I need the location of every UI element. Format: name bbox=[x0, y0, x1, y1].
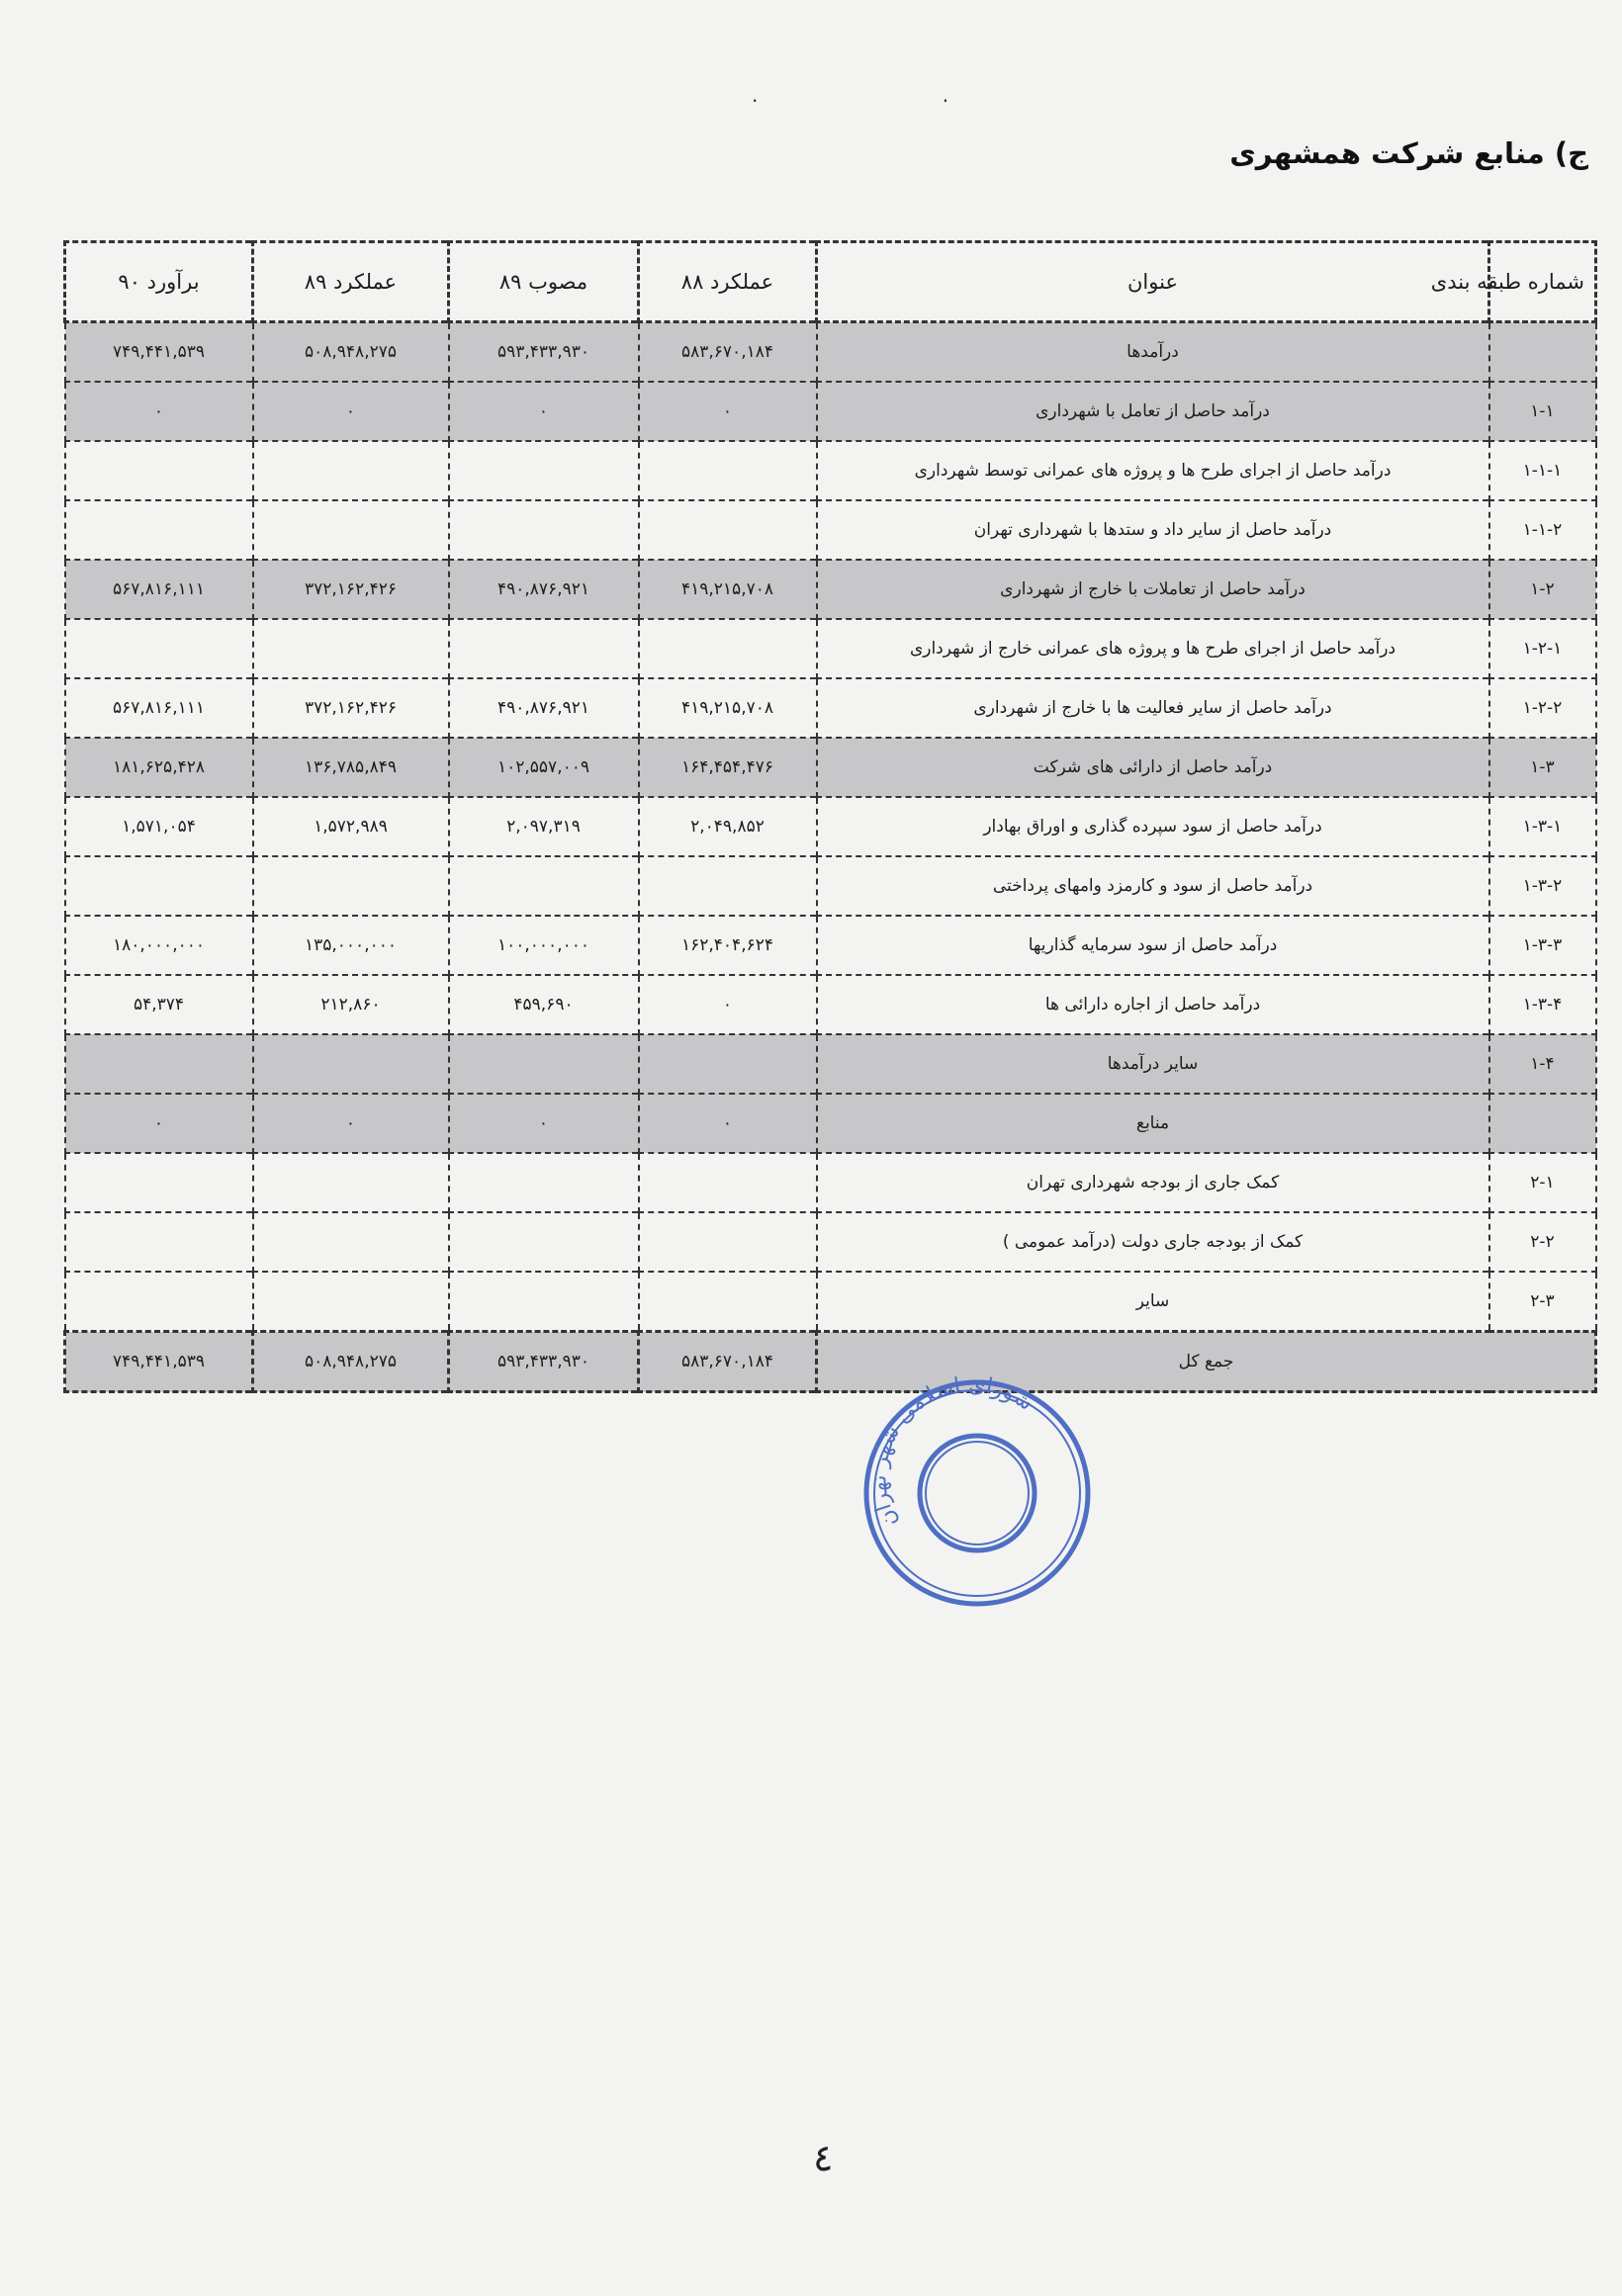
cell-total-perf88: ۵۸۳,۶۷۰,۱۸۴ bbox=[639, 1332, 817, 1392]
cell-perf89 bbox=[253, 619, 449, 678]
cell-perf89: ۲۱۲,۸۶۰ bbox=[253, 975, 449, 1034]
cell-approved89: ۴۹۰,۸۷۶,۹۲۱ bbox=[449, 560, 639, 619]
stamp-text: شورای اسلامی شهر تهران bbox=[866, 1374, 1037, 1532]
cell-estimate90: ۵۶۷,۸۱۶,۱۱۱ bbox=[65, 560, 253, 619]
cell-approved89 bbox=[449, 1153, 639, 1212]
cell-code: ۱-۳-۱ bbox=[1489, 797, 1596, 856]
cell-code: ۱-۲-۱ bbox=[1489, 619, 1596, 678]
cell-estimate90: ۰ bbox=[65, 1094, 253, 1153]
cell-estimate90 bbox=[65, 619, 253, 678]
cell-perf89: ۱,۵۷۲,۹۸۹ bbox=[253, 797, 449, 856]
table-row bbox=[65, 1094, 1596, 1153]
cell-approved89: ۰ bbox=[449, 1094, 639, 1153]
table-row bbox=[65, 1272, 1596, 1332]
total-row bbox=[65, 1332, 1596, 1392]
cell-perf88 bbox=[639, 856, 817, 916]
cell-approved89 bbox=[449, 619, 639, 678]
cell-total-perf89: ۵۰۸,۹۴۸,۲۷۵ bbox=[253, 1332, 449, 1392]
cell-estimate90: ۵۴,۳۷۴ bbox=[65, 975, 253, 1034]
col-header-perf89: عملکرد ۸۹ bbox=[253, 242, 449, 322]
cell-perf88: ۱۶۴,۴۵۴,۴۷۶ bbox=[639, 738, 817, 797]
cell-title: درآمد حاصل از اجرای طرح ها و پروژه های عمرانی توسط شهرداری bbox=[817, 441, 1489, 500]
cell-title: درآمد حاصل از سود سرمایه گذاریها bbox=[817, 916, 1489, 975]
cell-perf88: ۰ bbox=[639, 382, 817, 441]
cell-code: ۱-۱-۲ bbox=[1489, 500, 1596, 560]
cell-code: ۱-۲ bbox=[1489, 560, 1596, 619]
cell-perf88 bbox=[639, 500, 817, 560]
budget-table bbox=[63, 240, 1597, 1393]
table-row bbox=[65, 500, 1596, 560]
cell-code bbox=[1489, 322, 1596, 383]
cell-perf89: ۰ bbox=[253, 382, 449, 441]
cell-perf89: ۳۷۲,۱۶۲,۴۲۶ bbox=[253, 560, 449, 619]
cell-perf88: ۰ bbox=[639, 975, 817, 1034]
cell-perf88: ۰ bbox=[639, 1094, 817, 1153]
cell-estimate90: ۱۸۱,۶۲۵,۴۲۸ bbox=[65, 738, 253, 797]
cell-code: ۱-۳-۲ bbox=[1489, 856, 1596, 916]
cell-perf88 bbox=[639, 1272, 817, 1332]
cell-approved89: ۰ bbox=[449, 382, 639, 441]
table-row bbox=[65, 441, 1596, 500]
table-row bbox=[65, 975, 1596, 1034]
cell-estimate90 bbox=[65, 1272, 253, 1332]
cell-code: ۱-۱-۱ bbox=[1489, 441, 1596, 500]
section-title: ج) منابع شرکت همشهری bbox=[1229, 136, 1588, 170]
cell-title: منابع bbox=[817, 1094, 1489, 1153]
cell-title: درآمد حاصل از اجرای طرح ها و پروژه های عمرانی خارج از شهرداری bbox=[817, 619, 1489, 678]
cell-perf89 bbox=[253, 1153, 449, 1212]
table-row bbox=[65, 797, 1596, 856]
cell-total-title: جمع کل bbox=[817, 1332, 1596, 1392]
cell-perf88 bbox=[639, 1034, 817, 1094]
cell-estimate90 bbox=[65, 441, 253, 500]
table-row bbox=[65, 619, 1596, 678]
cell-estimate90 bbox=[65, 1212, 253, 1272]
table-row bbox=[65, 856, 1596, 916]
cell-title: سایر bbox=[817, 1272, 1489, 1332]
page-number: ٤ bbox=[813, 2136, 834, 2179]
cell-title: درآمد حاصل از تعاملات با خارج از شهرداری bbox=[817, 560, 1489, 619]
cell-approved89: ۲,۰۹۷,۳۱۹ bbox=[449, 797, 639, 856]
cell-code: ۲-۳ bbox=[1489, 1272, 1596, 1332]
top-dots: . . bbox=[752, 83, 1038, 107]
cell-perf89 bbox=[253, 1272, 449, 1332]
cell-approved89 bbox=[449, 441, 639, 500]
cell-approved89 bbox=[449, 1212, 639, 1272]
table-row bbox=[65, 560, 1596, 619]
cell-code: ۱-۳-۴ bbox=[1489, 975, 1596, 1034]
cell-title: کمک از بودجه جاری دولت (درآمد عمومی ) bbox=[817, 1212, 1489, 1272]
cell-perf89 bbox=[253, 441, 449, 500]
cell-title: درآمد حاصل از دارائی های شرکت bbox=[817, 738, 1489, 797]
cell-approved89 bbox=[449, 856, 639, 916]
cell-perf89 bbox=[253, 1034, 449, 1094]
cell-estimate90 bbox=[65, 1153, 253, 1212]
cell-approved89 bbox=[449, 1272, 639, 1332]
table-row bbox=[65, 738, 1596, 797]
table-row bbox=[65, 382, 1596, 441]
cell-code: ۱-۱ bbox=[1489, 382, 1596, 441]
table-row bbox=[65, 322, 1596, 383]
cell-code: ۱-۳-۳ bbox=[1489, 916, 1596, 975]
cell-perf88: ۱۶۲,۴۰۴,۶۲۴ bbox=[639, 916, 817, 975]
cell-total-approved89: ۵۹۳,۴۳۳,۹۳۰ bbox=[449, 1332, 639, 1392]
cell-code: ۲-۲ bbox=[1489, 1212, 1596, 1272]
cell-approved89 bbox=[449, 500, 639, 560]
cell-perf88 bbox=[639, 619, 817, 678]
table-row bbox=[65, 1212, 1596, 1272]
cell-perf89: ۰ bbox=[253, 1094, 449, 1153]
cell-perf88: ۲,۰۴۹,۸۵۲ bbox=[639, 797, 817, 856]
cell-code: ۱-۳ bbox=[1489, 738, 1596, 797]
cell-approved89: ۴۹۰,۸۷۶,۹۲۱ bbox=[449, 678, 639, 738]
cell-perf89: ۱۳۶,۷۸۵,۸۴۹ bbox=[253, 738, 449, 797]
cell-title: سایر درآمدها bbox=[817, 1034, 1489, 1094]
cell-code: ۱-۲-۲ bbox=[1489, 678, 1596, 738]
cell-estimate90: ۷۴۹,۴۴۱,۵۳۹ bbox=[65, 322, 253, 383]
cell-title: درآمد حاصل از سایر فعالیت ها با خارج از شهرداری bbox=[817, 678, 1489, 738]
council-stamp bbox=[858, 1374, 1096, 1612]
cell-perf89 bbox=[253, 500, 449, 560]
cell-estimate90: ۰ bbox=[65, 382, 253, 441]
table-row bbox=[65, 1153, 1596, 1212]
cell-perf89 bbox=[253, 1212, 449, 1272]
cell-perf89: ۱۳۵,۰۰۰,۰۰۰ bbox=[253, 916, 449, 975]
cell-title: درآمد حاصل از سود و کارمزد وامهای پرداختی bbox=[817, 856, 1489, 916]
col-header-code: شماره طبقه بندی bbox=[1489, 242, 1596, 322]
cell-approved89: ۱۰۰,۰۰۰,۰۰۰ bbox=[449, 916, 639, 975]
table-header-row bbox=[65, 242, 1596, 322]
cell-title: درآمد حاصل از اجاره دارائی ها bbox=[817, 975, 1489, 1034]
col-header-approved89: مصوب ۸۹ bbox=[449, 242, 639, 322]
cell-code bbox=[1489, 1094, 1596, 1153]
cell-estimate90: ۱۸۰,۰۰۰,۰۰۰ bbox=[65, 916, 253, 975]
cell-perf88 bbox=[639, 1153, 817, 1212]
cell-approved89: ۵۹۳,۴۳۳,۹۳۰ bbox=[449, 322, 639, 383]
cell-estimate90 bbox=[65, 1034, 253, 1094]
cell-estimate90: ۵۶۷,۸۱۶,۱۱۱ bbox=[65, 678, 253, 738]
table-row bbox=[65, 678, 1596, 738]
cell-perf88: ۴۱۹,۲۱۵,۷۰۸ bbox=[639, 560, 817, 619]
svg-text:شورای اسلامی شهر تهران bbox=[866, 1374, 1037, 1532]
table-row bbox=[65, 1034, 1596, 1094]
cell-perf89 bbox=[253, 856, 449, 916]
table-row bbox=[65, 916, 1596, 975]
cell-perf89: ۳۷۲,۱۶۲,۴۲۶ bbox=[253, 678, 449, 738]
cell-title: درآمد حاصل از تعامل با شهرداری bbox=[817, 382, 1489, 441]
cell-title: درآمدها bbox=[817, 322, 1489, 383]
col-header-perf88: عملکرد ۸۸ bbox=[639, 242, 817, 322]
cell-code: ۱-۴ bbox=[1489, 1034, 1596, 1094]
cell-estimate90: ۱,۵۷۱,۰۵۴ bbox=[65, 797, 253, 856]
cell-estimate90 bbox=[65, 856, 253, 916]
col-header-estimate90: برآورد ۹۰ bbox=[65, 242, 253, 322]
cell-estimate90 bbox=[65, 500, 253, 560]
col-header-title: عنوان bbox=[817, 242, 1489, 322]
cell-approved89: ۴۵۹,۶۹۰ bbox=[449, 975, 639, 1034]
cell-total-estimate90: ۷۴۹,۴۴۱,۵۳۹ bbox=[65, 1332, 253, 1392]
cell-title: درآمد حاصل از سود سپرده گذاری و اوراق بهادار bbox=[817, 797, 1489, 856]
cell-approved89 bbox=[449, 1034, 639, 1094]
cell-perf88: ۴۱۹,۲۱۵,۷۰۸ bbox=[639, 678, 817, 738]
cell-approved89: ۱۰۲,۵۵۷,۰۰۹ bbox=[449, 738, 639, 797]
cell-perf89: ۵۰۸,۹۴۸,۲۷۵ bbox=[253, 322, 449, 383]
cell-code: ۲-۱ bbox=[1489, 1153, 1596, 1212]
cell-perf88 bbox=[639, 441, 817, 500]
cell-title: کمک جاری از بودجه شهرداری تهران bbox=[817, 1153, 1489, 1212]
cell-title: درآمد حاصل از سایر داد و ستدها با شهرداری تهران bbox=[817, 500, 1489, 560]
cell-perf88: ۵۸۳,۶۷۰,۱۸۴ bbox=[639, 322, 817, 383]
cell-perf88 bbox=[639, 1212, 817, 1272]
